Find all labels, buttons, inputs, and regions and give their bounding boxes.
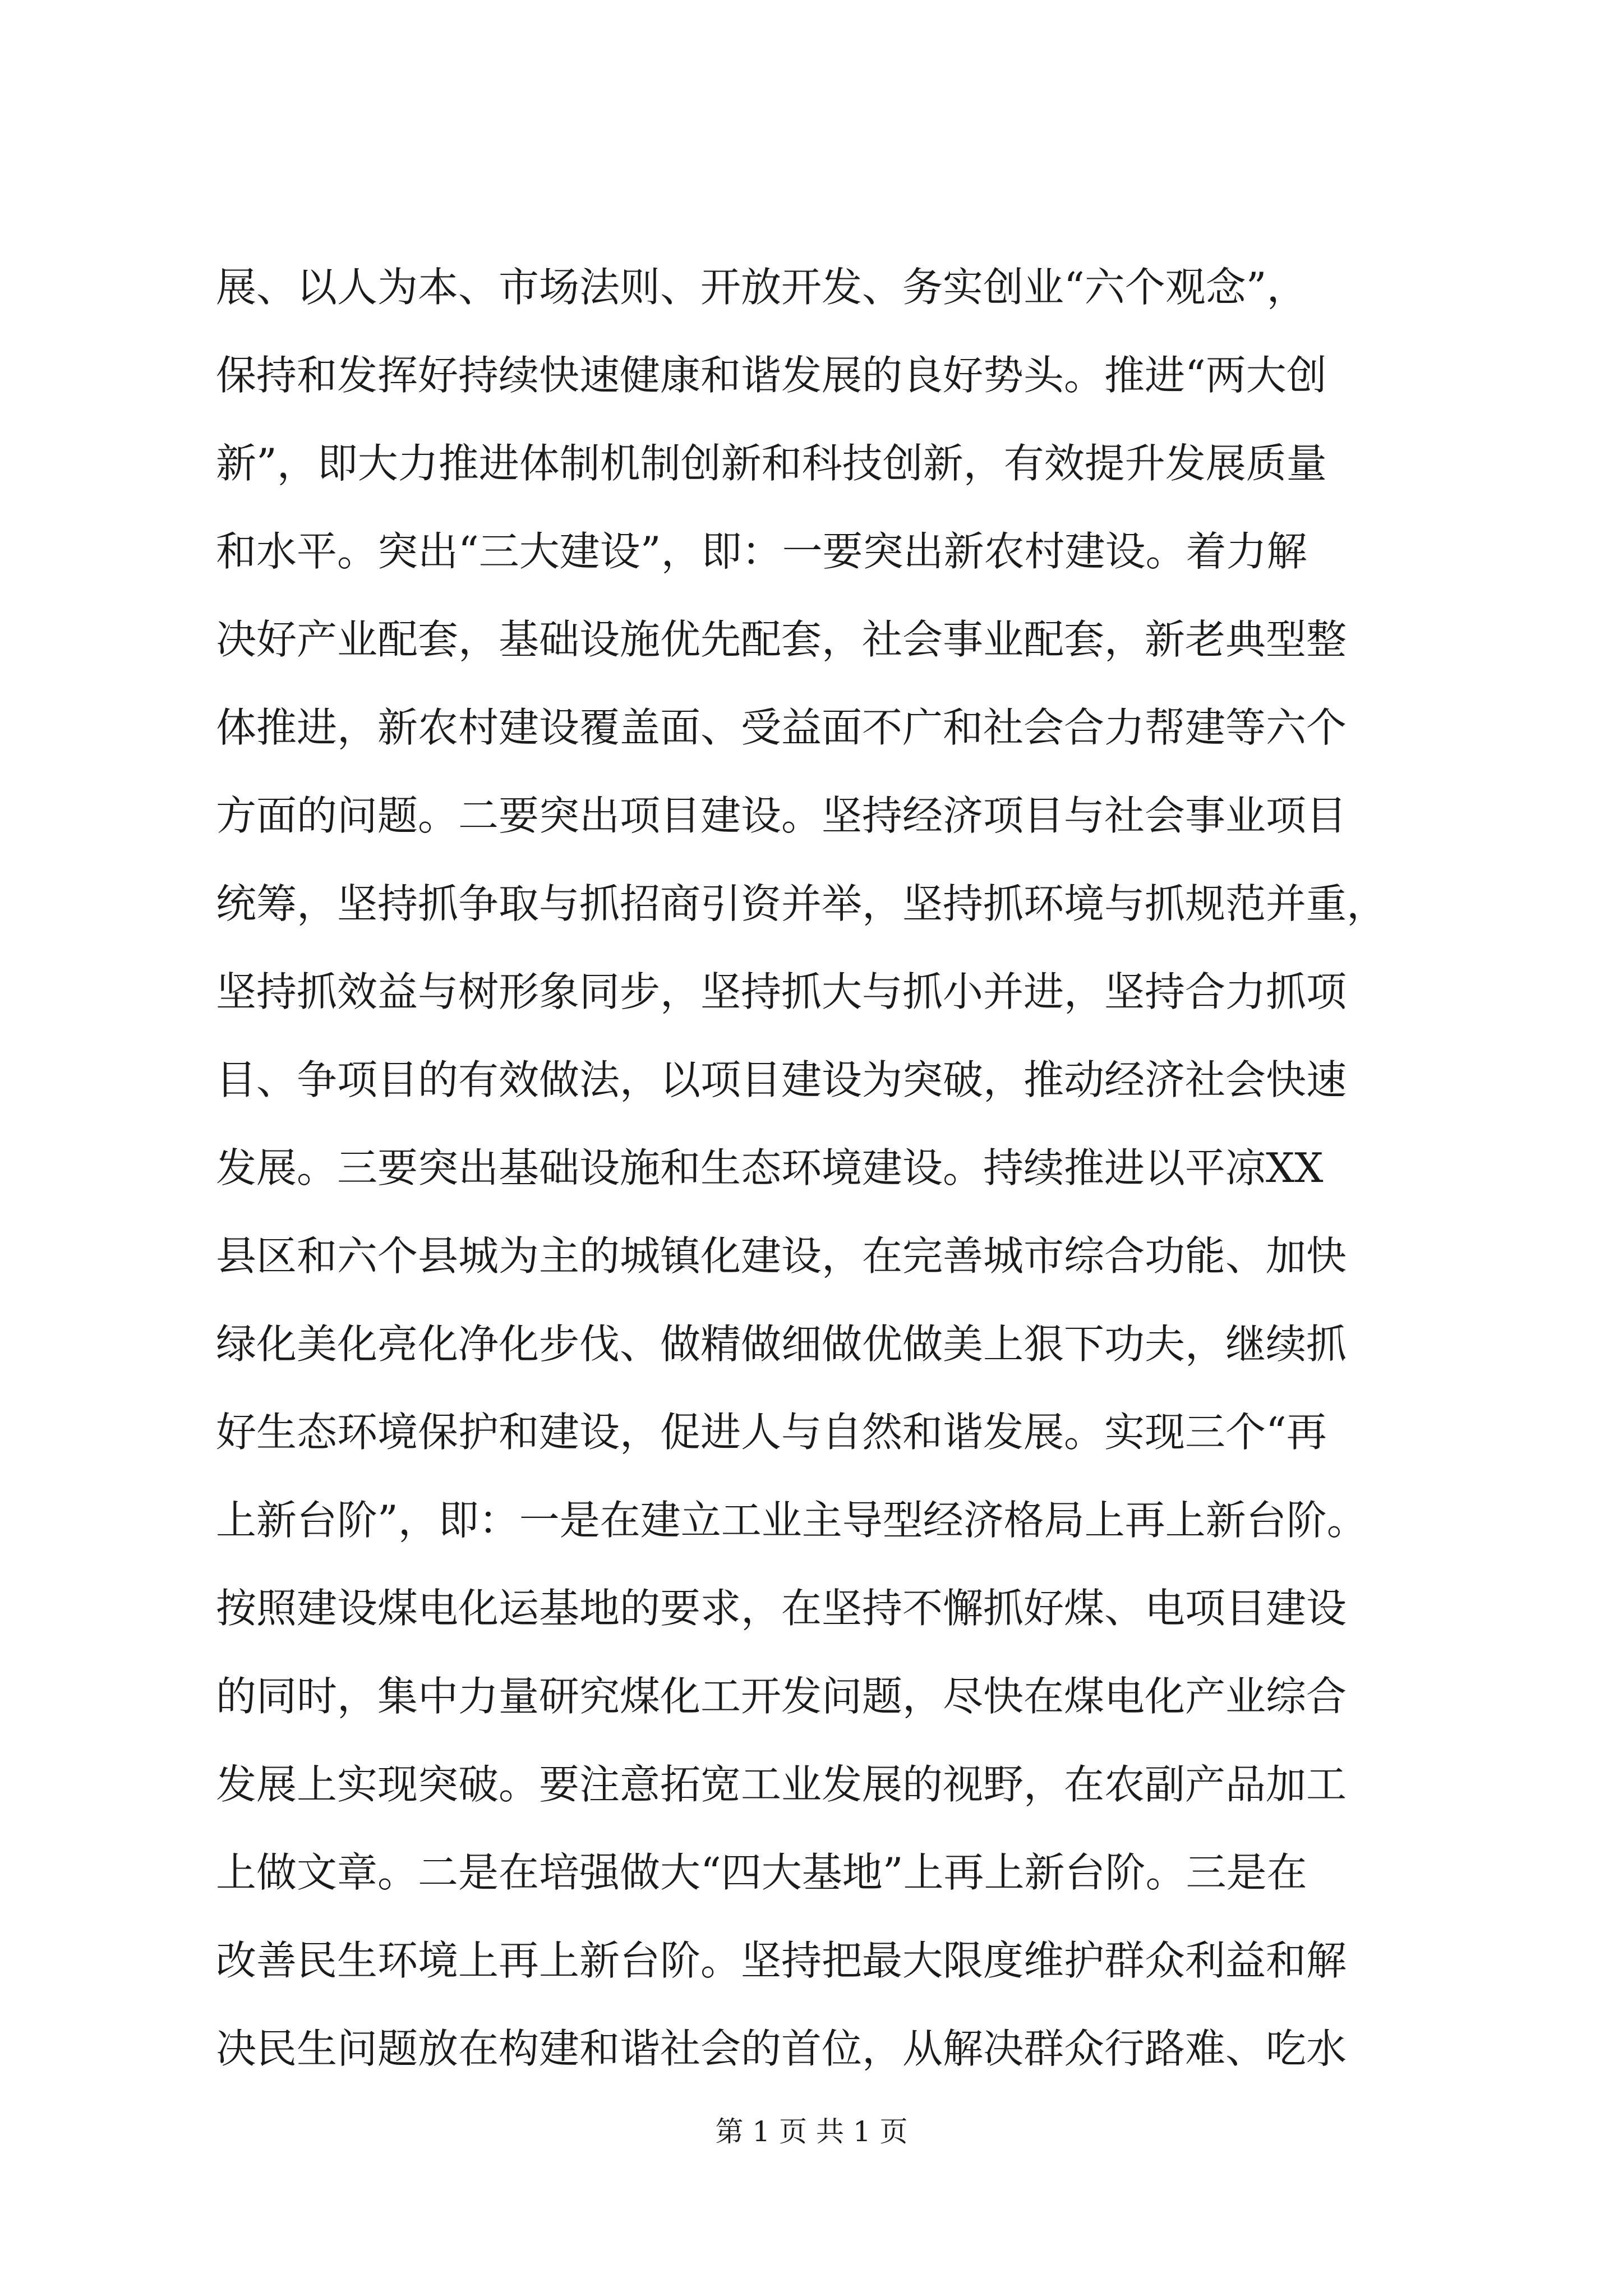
text-line: 改善民生环境上再上新台阶。坚持把最大限度维护群众利益和解: [216, 1937, 1347, 1984]
body-text: [216, 243, 1416, 2093]
page-footer: [0, 2115, 1623, 2148]
text-line: 好生态环境保护和建设，促进人与自然和谐发展。实现三个“再: [216, 1409, 1327, 1456]
text-line: 和水平。突出“三大建设”，即：一要突出新农村建设。着力解: [216, 528, 1307, 575]
page-number-label: 第 1 页 共 1 页: [715, 2115, 908, 2148]
text-line: 上做文章。二是在培强做大“四大基地”上再上新台阶。三是在: [216, 1849, 1307, 1896]
text-line: 方面的问题。二要突出项目建设。坚持经济项目与社会事业项目: [216, 792, 1347, 839]
text-line: 坚持抓效益与树形象同步，坚持抓大与抓小并进，坚持合力抓项: [216, 968, 1347, 1015]
text-line: 新”，即大力推进体制机制创新和科技创新，有效提升发展质量: [216, 440, 1327, 487]
text-line: 发展。三要突出基础设施和生态环境建设。持续推进以平凉XX: [216, 1144, 1324, 1191]
text-line: 体推进，新农村建设覆盖面、受益面不广和社会合力帮建等六个: [216, 704, 1347, 751]
text-line: 目、争项目的有效做法，以项目建设为突破，推动经济社会快速: [216, 1056, 1347, 1103]
text-line: 统筹，坚持抓争取与抓招商引资并举，坚持抓环境与抓规范并重，: [216, 880, 1387, 927]
text-line: 决民生问题放在构建和谐社会的首位，从解决群众行路难、吃水: [216, 2025, 1347, 2072]
text-line: 展、以人为本、市场法则、开放开发、务实创业“六个观念”，: [216, 264, 1307, 311]
text-line: 上新台阶”，即：一是在建立工业主导型经济格局上再上新台阶。: [216, 1497, 1367, 1544]
text-line: 绿化美化亮化净化步伐、做精做细做优做美上狠下功夫，继续抓: [216, 1320, 1347, 1368]
text-line: 决好产业配套，基础设施优先配套，社会事业配套，新老典型整: [216, 616, 1347, 663]
text-line: 县区和六个县城为主的城镇化建设，在完善城市综合功能、加快: [216, 1232, 1347, 1280]
text-line: 按照建设煤电化运基地的要求，在坚持不懈抓好煤、电项目建设: [216, 1585, 1347, 1632]
text-line: 的同时，集中力量研究煤化工开发问题，尽快在煤电化产业综合: [216, 1673, 1347, 1720]
text-line: 保持和发挥好持续快速健康和谐发展的良好势头。推进“两大创: [216, 352, 1327, 399]
text-line: 发展上实现突破。要注意拓宽工业发展的视野，在农副产品加工: [216, 1761, 1347, 1808]
